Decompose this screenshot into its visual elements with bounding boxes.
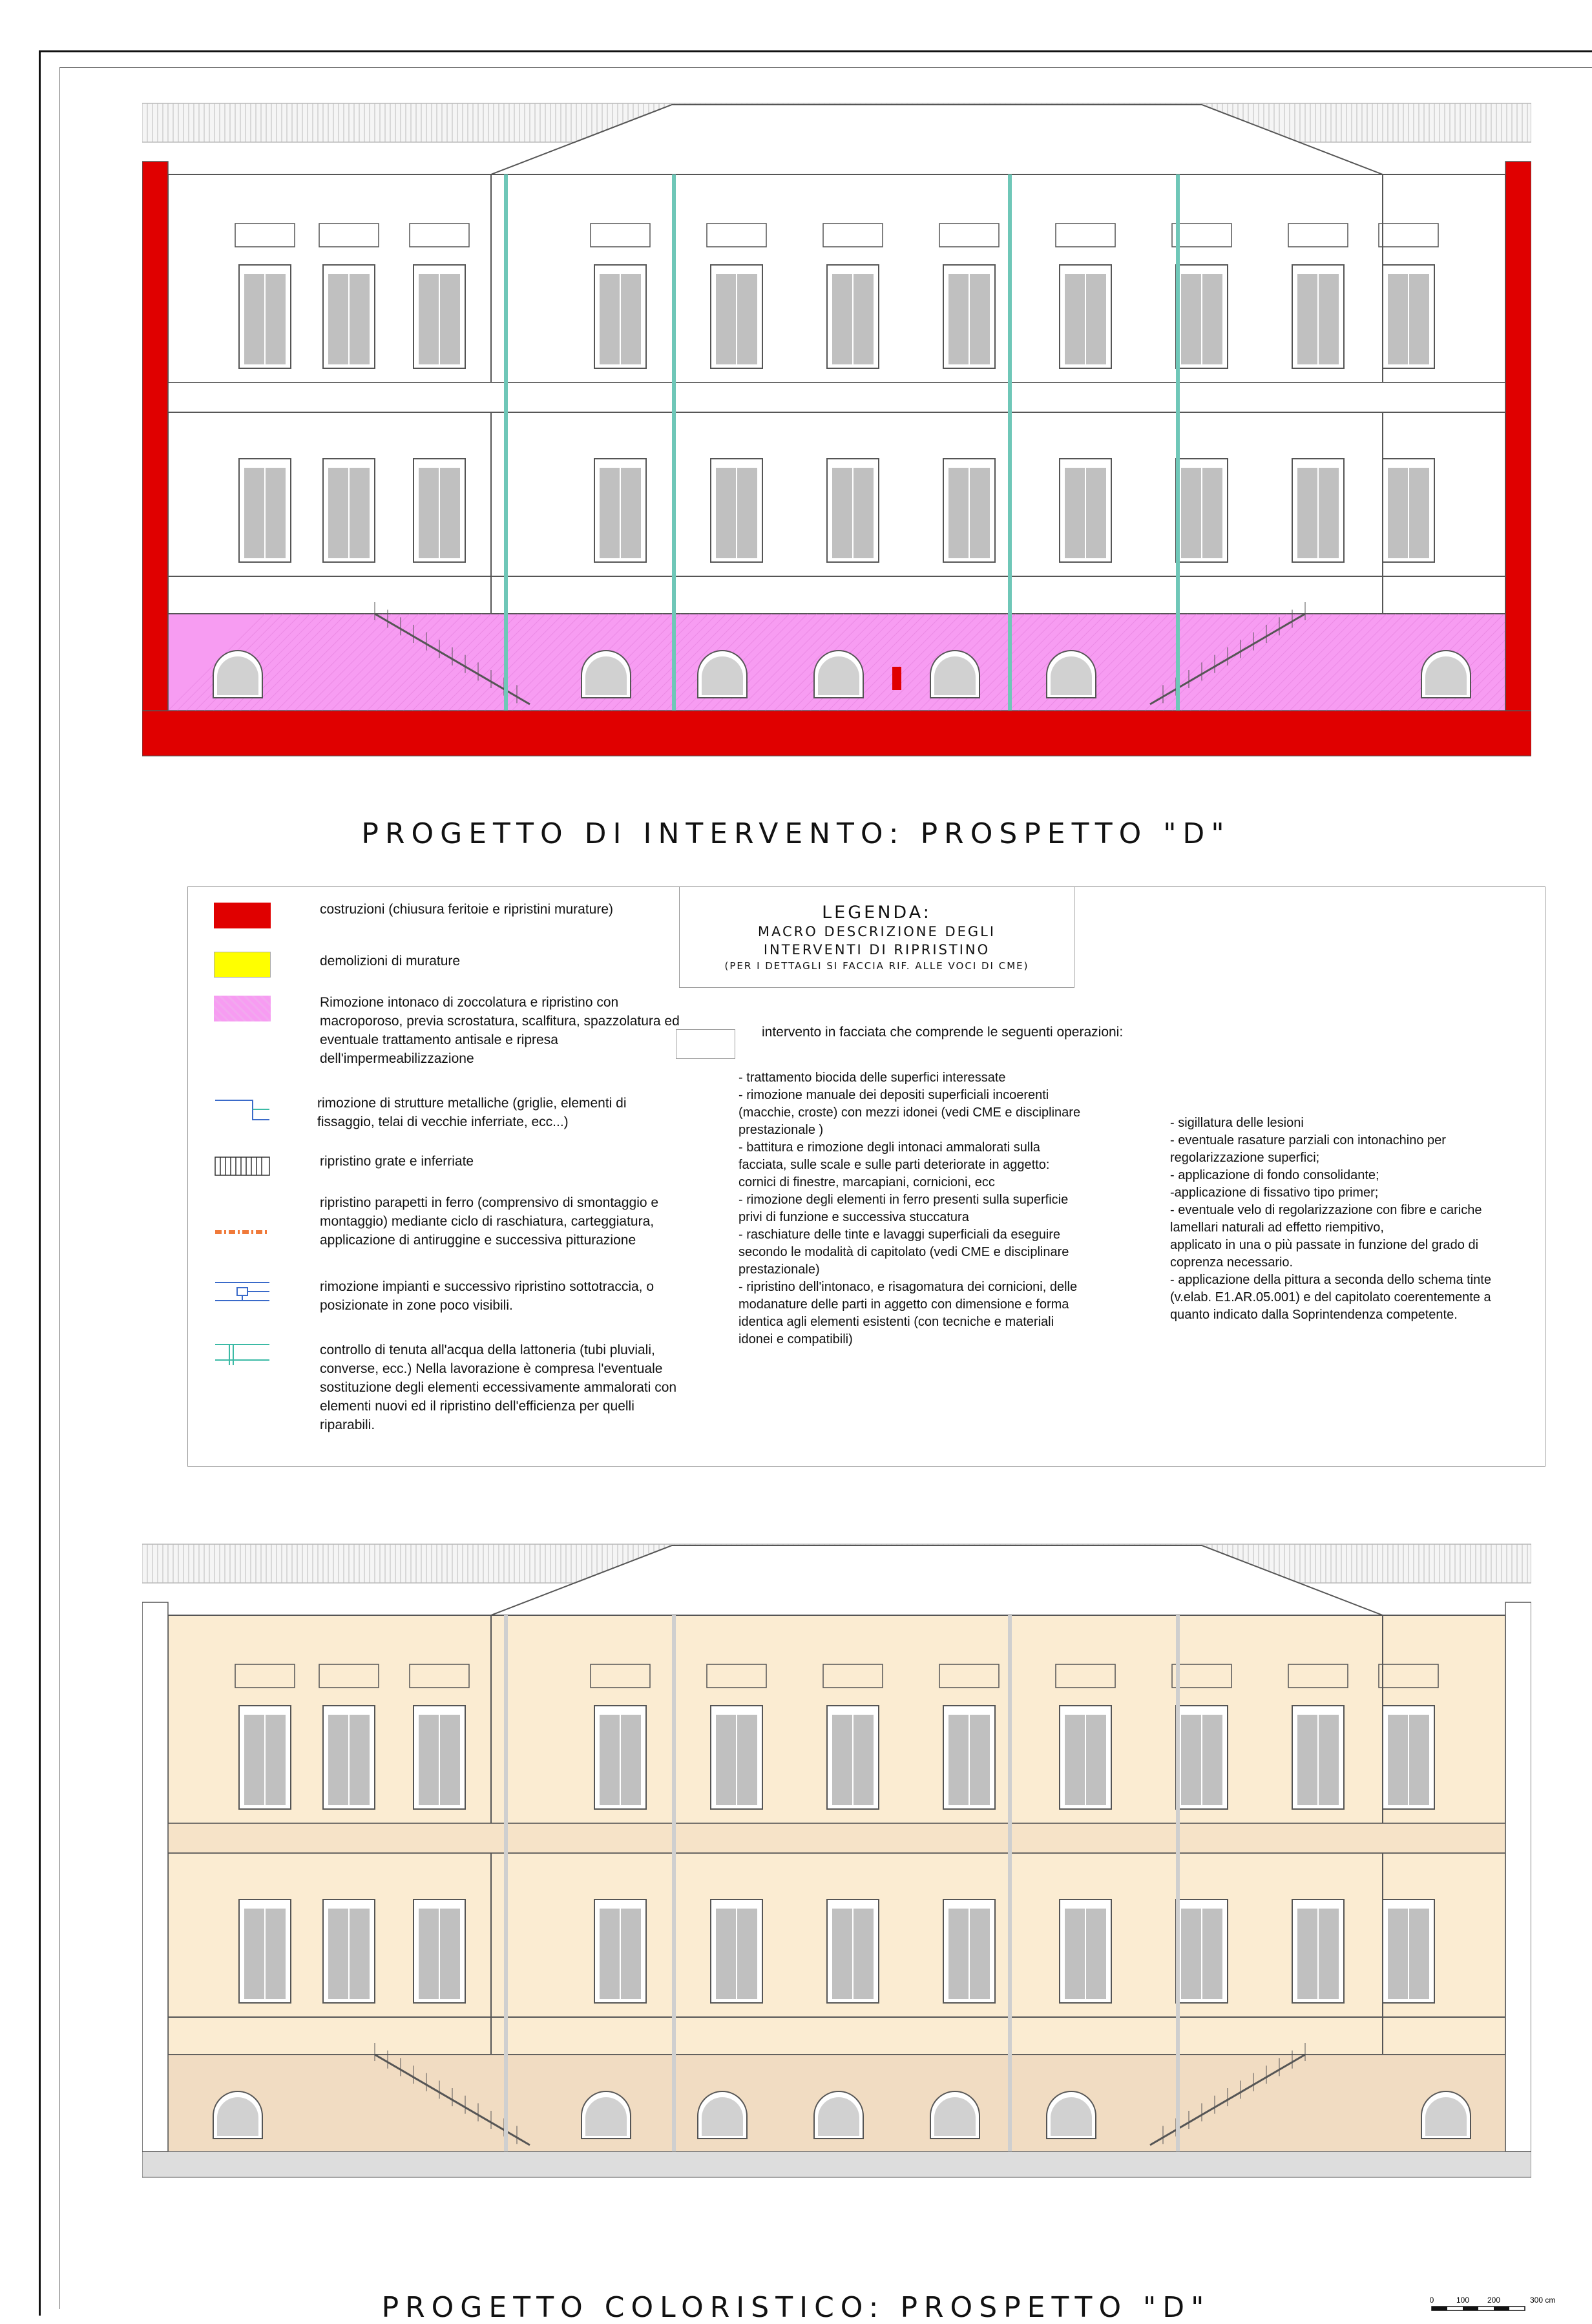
scale-label: 300 cm (1530, 2296, 1556, 2305)
legend-header-box (679, 887, 1074, 988)
scale-label: 0 (1429, 2296, 1434, 2305)
drainpipe (1008, 174, 1012, 711)
facade-drawing-coloristico (142, 1538, 1531, 2235)
drainpipe (1008, 1615, 1012, 2151)
red-swatch-icon (214, 903, 271, 928)
operations-intro: intervento in facciata che comprende le seguenti operazioni: (762, 1025, 1124, 1040)
side-wall-section (142, 1602, 168, 2151)
elevation-coloristico (142, 1538, 1531, 2235)
metal-structure-line-icon (214, 1096, 271, 1122)
yellow-swatch-icon (214, 952, 271, 978)
side-wall-section (142, 162, 168, 711)
drainpipe (672, 1615, 676, 2151)
drainpipe (1176, 174, 1180, 711)
scale-label: 100 (1456, 2296, 1470, 2305)
operation-line: - trattamento biocida delle superfici interessate (738, 1071, 1006, 1085)
legend-item-text: ripristino grate e inferriate (320, 1154, 474, 1169)
grate-icon (214, 1153, 271, 1179)
operation-line: -applicazione di fissativo tipo primer; (1170, 1186, 1379, 1200)
drainpipe (504, 174, 508, 711)
legend-item-text: controllo di tenuta all'acqua della lattoneria (tubi pluviali, converse, ecc.) Nella lavorazione è compresa l'eventuale sostituzione degli elementi eccessivamente ammalorati con elementi nuovi ed il ripristino dell'efficienza per quelli riparabili. (320, 1343, 677, 1432)
operation-line: - applicazione di fondo consolidante; (1170, 1168, 1379, 1182)
scale-label: 200 (1487, 2296, 1501, 2305)
scale-bar (1427, 2294, 1582, 2316)
side-wall-section (1505, 162, 1531, 711)
gutter-icon (214, 1341, 271, 1366)
legend-subtitle-2: INTERVENTI DI RIPRISTINO (763, 942, 990, 958)
operation-line: - eventuale velo di regolarizzazione con fibre e cariche lamellari naturali ad effetto riempitivo, (1170, 1203, 1482, 1235)
legend-item-text: Rimozione intonaco di zoccolatura e ripristino con macroporoso, previa scrostatura, scalfitura, spazzolatura ed eventuale trattamento antisale e ripresa dell'impermeabilizzazione (320, 995, 680, 1066)
red-infill-mark (892, 667, 901, 690)
ground-section (142, 2151, 1531, 2177)
operation-line: - eventuale rasature parziali con intonachino per regolarizzazione superfici; (1170, 1133, 1446, 1165)
operation-line: - raschiature delle tinte e lavaggi superficiali da eseguire secondo le modalità di capitolato (vedi CME e disciplinare prestazionale) (738, 1228, 1069, 1277)
facade-drawing-intervento (142, 97, 1531, 795)
operation-line: - applicazione della pittura a seconda dello schema tinte (v.elab. E1.AR.05.001) e del capitolato coerentemente a quanto indicato dalla Soprintendenza competente. (1170, 1273, 1491, 1322)
title-intervento: PROGETTO DI INTERVENTO: PROSPETTO "D" (361, 817, 1231, 850)
operation-line: - rimozione degli elementi in ferro presenti sulla superficie privi di funzione e successiva stuccatura (738, 1193, 1069, 1224)
legend-item-text: ripristino parapetti in ferro (comprensivo di smontaggio e montaggio) mediante ciclo di raschiatura, carteggiatura, applicazione di antiruggine e successiva pitturazione (320, 1195, 659, 1248)
drainpipe (672, 174, 676, 711)
drainpipe (504, 1615, 508, 2151)
ground-section (142, 711, 1531, 756)
string-course (168, 1823, 1505, 1853)
drainpipe (1176, 1615, 1180, 2151)
legend-subtitle-1: MACRO DESCRIZIONE DEGLI (757, 924, 996, 939)
legend-item-text: costruzioni (chiusura feritoie e ripristini murature) (320, 902, 613, 917)
operation-line: - sigillatura delle lesioni (1170, 1116, 1304, 1130)
operations-swatch (676, 1029, 735, 1059)
elevation-intervento (142, 97, 1531, 795)
operations-column-2 (1170, 1115, 1506, 1324)
operation-line: - rimozione manuale dei depositi superficiali incoerenti (macchie, croste) con mezzi idonei (vedi CME e disciplinare prestazionale ) (738, 1088, 1081, 1137)
operation-line: - ripristino dell'intonaco, e risagomatura dei cornicioni, delle modanature delle parti in aggetto con dimensione e forma identica agli elementi esistenti (con tecniche e materiali idonei e compatibili) (738, 1280, 1078, 1346)
railing-dashed-icon (214, 1219, 271, 1245)
legend-item-text: rimozione di strutture metalliche (griglie, elementi di fissaggio, telai di vecchie inferriate, ecc...) (317, 1096, 627, 1129)
title-coloristico: PROGETTO COLORISTICO: PROSPETTO "D" (381, 2291, 1211, 2324)
legend-note: (PER I DETTAGLI SI FACCIA RIF. ALLE VOCI DI CME) (724, 960, 1029, 972)
legend-title: LEGENDA: (822, 903, 932, 923)
pink-hatch-swatch-icon (214, 996, 271, 1021)
operation-line: applicato in una o più passate in funzione del grado di coprenza necessario. (1170, 1238, 1479, 1270)
legend-panel (187, 886, 1545, 1467)
operations-column-1 (738, 1069, 1087, 1348)
plant-line-icon (214, 1277, 271, 1303)
side-wall-section (1505, 1602, 1531, 2151)
operation-line: - battitura e rimozione degli intonaci ammalorati sulla facciata, sulle scale e sulle parti deteriorate in aggetto: cornici di finestre, marcapiani, cornicioni, ecc (738, 1140, 1050, 1189)
legend-item-text: demolizioni di murature (320, 954, 461, 968)
legend-item-text: rimozione impianti e successivo ripristino sottotraccia, o posizionate in zone poco visibili. (320, 1279, 655, 1313)
string-course (168, 382, 1505, 412)
